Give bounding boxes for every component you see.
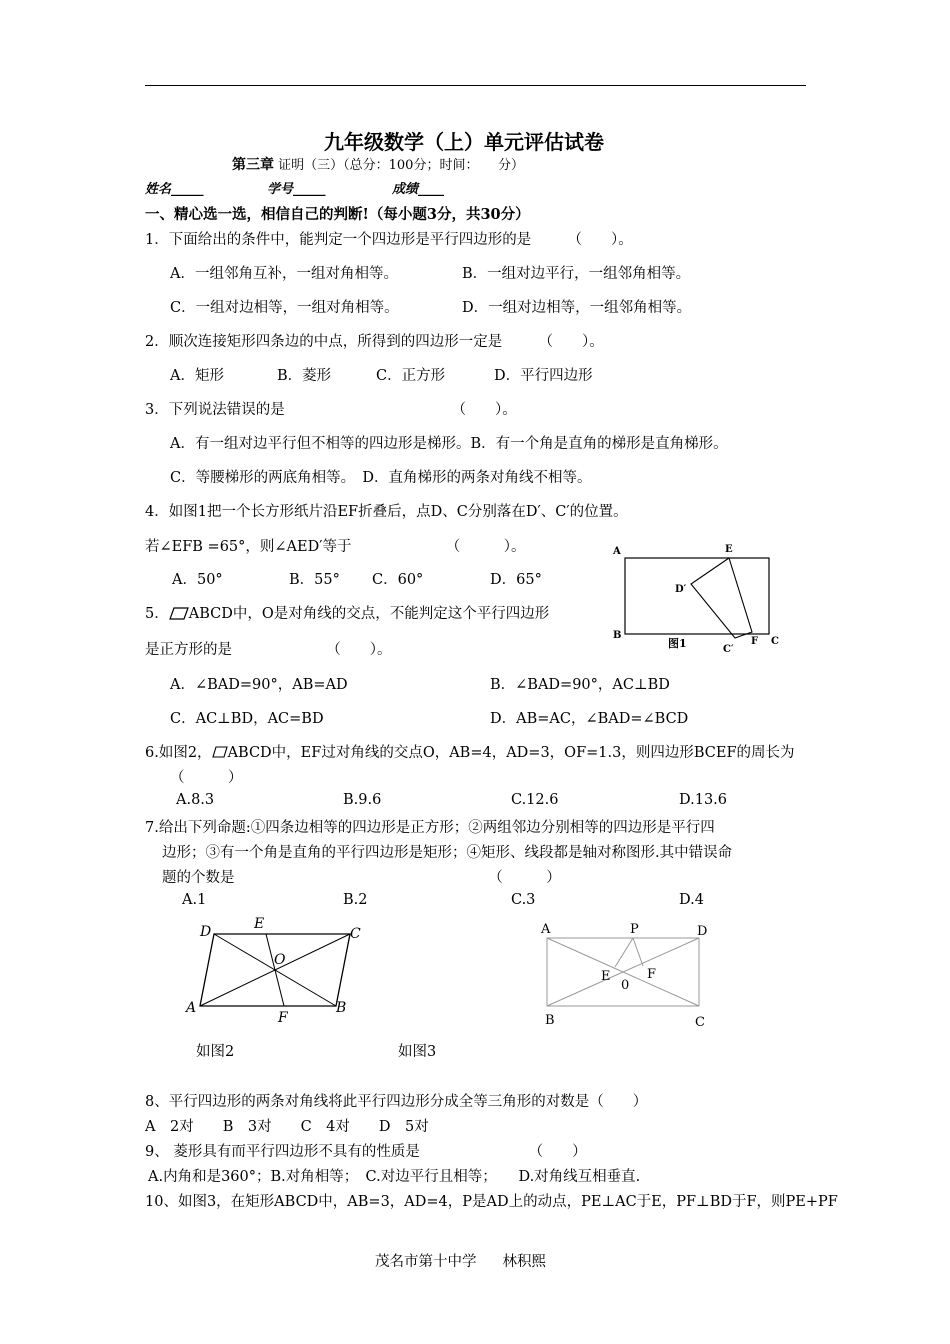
figure-2 [180,912,380,1024]
q7-option-c: C.3 [511,892,536,908]
score-field: 成绩____ [392,182,445,197]
fig3-label-a: A [541,922,551,937]
q3-stem: 3．下列说法错误的是 （ ）。 [145,402,517,418]
fig1-label-c: C [771,636,779,647]
fig3-label-d: D [697,924,708,939]
fig1-label-d1: D′ [675,584,687,595]
fig3-label-o: 0 [621,978,630,993]
q6-option-d: D.13.6 [679,792,728,808]
fig3-label-f: F [647,967,657,982]
q3-options-cd: C．等腰梯形的两底角相等。 D．直角梯形的两条对角线不相等。 [170,470,592,486]
q6-stem-text: ABCD中，EF过对角线的交点O，AB=4，AD=3，OF=1.3，则四边形BCEF的周长为 [227,745,795,761]
fig2-label-a: A [186,1000,197,1016]
q7-option-b: B.2 [343,892,368,908]
fig2-segment-ef [266,934,284,1006]
q10-stem: 10、如图3，在矩形ABCD中，AB=3，AD=4，P是AD上的动点，PE⊥AC于E，PF⊥BD于F，则PE+PF [145,1194,838,1210]
q4-stem-line1: 4．如图1把一个长方形纸片沿EF折叠后，点D、C分别落在D′、C′的位置。 [145,504,628,520]
fig2-label-c: C [350,926,361,942]
q5-option-a: A．∠BAD=90°，AB=AD [170,677,348,693]
fig3-label-c: C [695,1015,705,1030]
q6-stem [145,741,795,762]
q7-option-d: D.4 [679,892,704,908]
q6-option-b: B.9.6 [343,792,382,808]
q5-stem-line2: 是正方形的是 （ ）。 [145,642,392,658]
q7-line1: 7.给出下列命题:①四条边相等的四边形是正方形；②两组邻边分别相等的四边形是平行四 [145,820,715,836]
q5-option-d: D．AB=AC，∠BAD=∠BCD [490,711,689,727]
q1-option-d: D．一组对边相等，一组邻角相等。 [462,300,692,316]
subtitle-detail: 证明（三）（总分：100分；时间： 分） [278,158,524,173]
fig2-label-e: E [254,916,265,932]
q4-stem-line2: 若∠EFB =65°，则∠AED′等于 （ ）。 [145,539,526,555]
chapter-label: 第三章 [232,157,274,173]
fig3-segment-pe [615,938,633,967]
footer-school: 茂名市第十中学 [375,1254,477,1270]
footer [375,1250,546,1271]
fig1-fold-flap [691,558,752,638]
q4-option-b: B．55° [289,572,340,588]
fig1-label-c1: C′ [723,644,734,655]
q9-options: A.内角和是360°；B.对角相等； C.对边平行且相等； D.对角线互相垂直. [148,1169,641,1185]
fig3-label-b: B [545,1013,555,1028]
fig1-label-f: F [751,636,759,647]
q2-option-a: A．矩形 [170,368,224,384]
header-rule [145,85,806,86]
q1-option-a: A．一组邻角互补，一组对角相等。 [170,266,398,282]
fig1-label-b: B [613,630,622,641]
q4-option-d: D．65° [490,572,542,588]
figure-3 [535,918,715,1030]
section1-heading: 一、精心选一选，相信自己的判断!（每小题3分，共30分） [145,206,530,223]
figure-1 [605,538,785,656]
fig2-caption: 如图2 [196,1044,235,1060]
q5-option-b: B．∠BAD=90°，AC⊥BD [490,677,670,693]
q2-option-b: B．菱形 [277,368,332,384]
footer-author: 林积熙 [502,1254,546,1270]
q2-option-c: C．正方形 [376,368,446,384]
q9-stem: 9、 菱形具有而平行四边形不具有的性质是 （ ） [145,1144,587,1160]
q6-option-a: A.8.3 [176,792,215,808]
fig1-caption: 图1 [668,637,687,650]
id-field: 学号_____ [267,182,326,197]
q6-paren: （ ） [170,770,243,786]
q5-option-c: C．AC⊥BD，AC=BD [170,711,324,727]
q7-option-a: A.1 [182,892,207,908]
q4-option-c: C．60° [372,572,424,588]
name-field: 姓名_____ [145,182,204,197]
q8-options: A 2对 B 3对 C 4对 D 5对 [145,1119,429,1135]
exam-subtitle [232,154,524,174]
parallelogram-icon [169,607,189,620]
fig1-label-e: E [725,544,733,555]
q1-option-b: B．一组对边平行，一组邻角相等。 [462,266,691,282]
q6-number: 6.如图2， [145,745,212,761]
q7-line3: 题的个数是 （ ） [162,870,561,886]
page-title: 九年级数学（上）单元评估试卷 [324,130,604,154]
q5-number: 5． [145,606,169,622]
q5-stem-text: ABCD中，O是对角线的交点，不能判定这个平行四边形 [188,606,550,622]
fig2-label-d: D [200,924,212,940]
q8-stem: 8、平行四边形的两条对角线将此平行四边形分成全等三角形的对数是（ ） [145,1094,648,1110]
fig1-label-a: A [613,546,621,557]
q1-option-c: C．一组对边相等，一组对角相等。 [170,300,399,316]
fig2-label-o: O [274,952,286,968]
fig3-label-p: P [630,922,639,937]
fig3-label-e: E [601,969,611,984]
q2-stem: 2．顺次连接矩形四条边的中点，所得到的四边形一定是 （ ）。 [145,334,604,350]
fig2-label-f: F [278,1010,288,1024]
parallelogram-icon [212,746,228,758]
fig3-caption: 如图3 [398,1044,437,1060]
fig3-segment-pf [633,938,643,966]
q1-stem: 1．下面给出的条件中，能判定一个四边形是平行四边形的是 （ ）。 [145,232,633,248]
q4-option-a: A．50° [172,572,223,588]
q5-stem-line1 [145,602,549,623]
fig2-label-b: B [336,1000,347,1016]
q3-options-ab: A．有一组对边平行但不相等的四边形是梯形。B．有一个角是直角的梯形是直角梯形。 [170,436,728,452]
q6-option-c: C.12.6 [511,792,559,808]
fig1-rectangle [625,558,769,634]
q7-line2: 边形；③有一个角是直角的平行四边形是矩形；④矩形、线段都是轴对称图形.其中错误命 [162,845,733,861]
q2-option-d: D．平行四边形 [494,368,593,384]
